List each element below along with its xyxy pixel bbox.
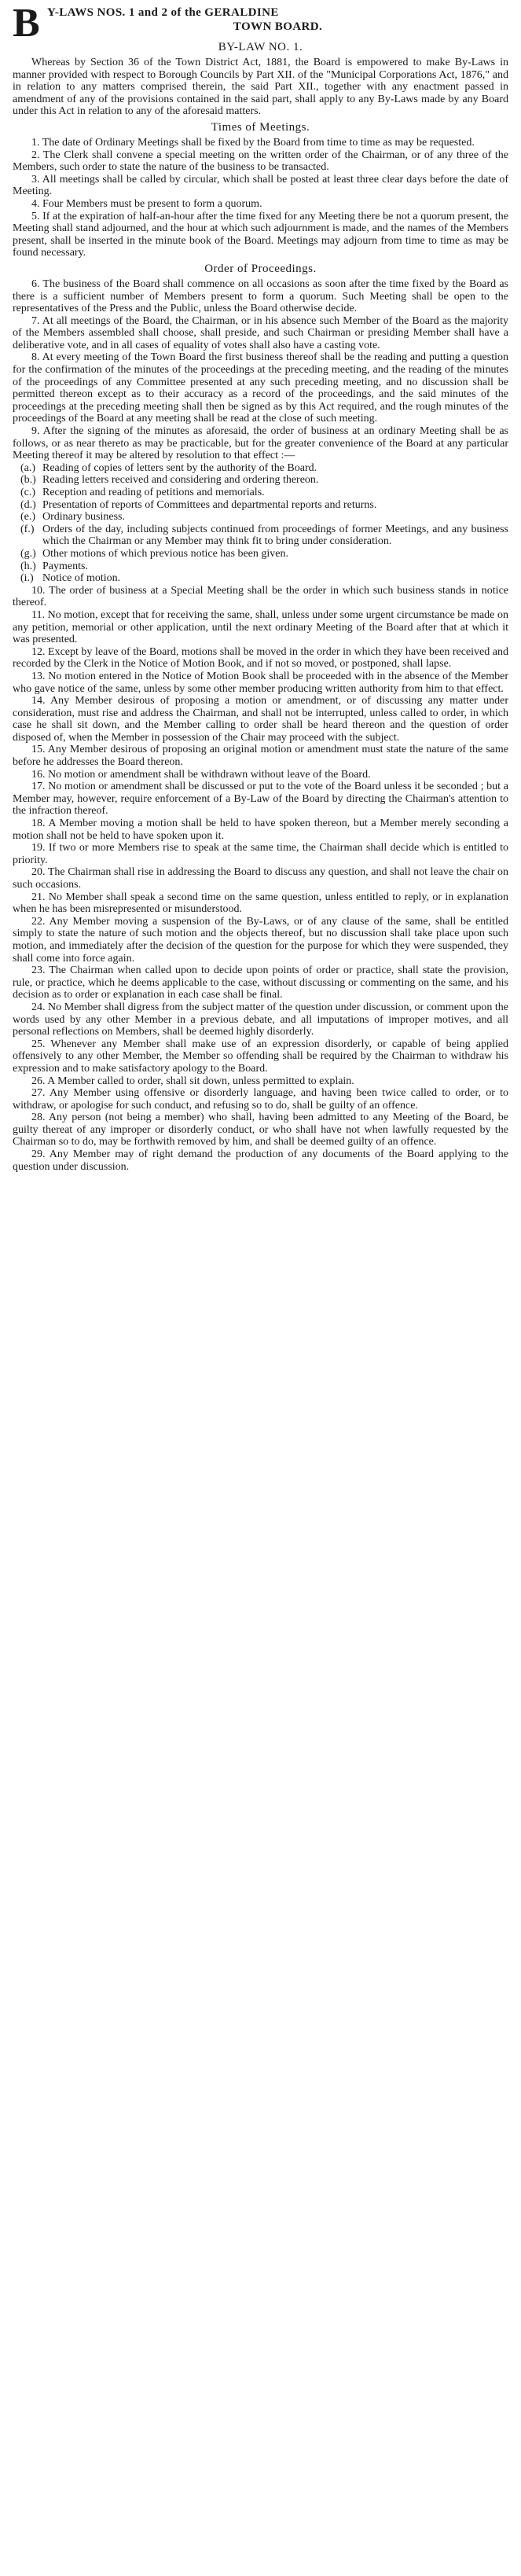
clause: 8. At every meeting of the Town Board the first business thereof shall be the reading and putting a question for the confirmation of the minutes of the proceedings at the preceding meeting, and the reading of the minutes of the proceedings of any Committee presented at any such preceding meeting, and no discussion shall be permitted thereon except as to their accuracy as a record of the proceedings, and the said minutes of the proceedings at the preceding meeting shall then be signed as by this Act required, and the rough minutes of the proceedings of the Board at any meeting shall be read at the close of such meeting.	[13, 351, 508, 425]
clause: 24. No Member shall digress from the subject matter of the question under discussion, or comment upon the words used by any other Member in a previous debate, and all imputations of improper motives, and all personal reflections on Members, shall be deemed highly disorderly.	[13, 1001, 508, 1038]
order-item-text: Ordinary business.	[42, 511, 125, 524]
order-item-label: (g.)	[20, 547, 36, 560]
order-item-label: (e.)	[20, 511, 36, 524]
clipping-header	[13, 1, 508, 46]
order-item	[13, 474, 508, 487]
clause: 29. Any Member may of right demand the production of any documents of the Board applying to the question under discussion.	[13, 1148, 508, 1173]
order-item-text: Presentation of reports of Committees and departmental reports and returns.	[42, 498, 377, 511]
title-line-2: TOWN BOARD.	[233, 20, 323, 33]
clause: 27. Any Member using offensive or disorderly language, and having been twice called to order, or to withdraw, or apologise for such conduct, and refusing so to do, shall be guilty of an offence.	[13, 1087, 508, 1112]
order-item-text: Payments.	[42, 560, 88, 572]
bylaw-heading: BY-LAW NO. 1.	[218, 41, 303, 53]
order-item-label: (i.)	[20, 572, 34, 585]
clause: 6. The business of the Board shall commence on all occasions as soon after the time fixed by the Board as there is a sufficient number of Members present to form a quorum. Such Meeting shall be open to the representatives of the Press and the Public, unless the Board otherwise decide.	[13, 277, 508, 315]
order-item	[13, 511, 508, 524]
clause: 18. A Member moving a motion shall be held to have spoken thereon, but a Member merely seconding a motion shall not be held to have spoken upon it.	[13, 818, 508, 842]
clause: 2. The Clerk shall convene a special meeting on the written order of the Chairman, or of any three of the Members, such order to state the nature of the business to be transacted.	[13, 149, 508, 174]
order-item-text: Other motions of which previous notice has been given.	[42, 547, 288, 560]
clause: 21. No Member shall speak a second time on the same question, unless entitled to reply, or in explanation when he has been misrepresented or misunderstood.	[13, 891, 508, 916]
clause: 19. If two or more Members rise to speak at the same time, the Chairman shall decide which is entitled to priority.	[13, 842, 508, 866]
clause: 11. No motion, except that for receiving the same, shall, unless under some urgent circumstance be made on any petition, memorial or other application, until the next ordinary Meeting of the Board after that at which it was presented.	[13, 608, 508, 646]
clause: 10. The order of business at a Special Meeting shall be the order in which such business stands in notice thereof.	[13, 584, 508, 609]
order-item	[13, 499, 508, 512]
order-item	[13, 524, 508, 548]
section-order-of-proceedings: Order of Proceedings.	[204, 262, 317, 275]
drop-cap: B	[13, 1, 40, 46]
order-item-label: (d.)	[20, 498, 36, 511]
order-item-label: (h.)	[20, 560, 36, 572]
clause: 14. Any Member desirous of proposing a motion or amendment, or of discussing any matter under consideration, must rise and address the Chairman, and shall not be interrupted, unless called to order, in which case he shall sit down, and the Member calling to order shall be heard thereon and the question of order disposed of, when the Member in possession of the Chair may proceed with the subject.	[13, 695, 508, 744]
order-item-label: (c.)	[20, 487, 36, 498]
clause: 15. Any Member desirous of proposing an original motion or amendment must state the nature of the same before he addresses the Board thereon.	[13, 744, 508, 769]
clause: 7. At all meetings of the Board, the Chairman, or in his absence such Member of the Board as the majority of the Members assembled shall choose, shall preside, and such Chairman or presiding Member shall have a deliberative vote, and in all cases of equality of votes shall also have a casting vote.	[13, 314, 508, 351]
clause: 5. If at the expiration of half-an-hour after the time fixed for any Meeting there be not a quorum present, the Meeting shall stand adjourned, and the hour at which such adjournment is made, and the names of the Members present, shall be inserted in the minute book of the Board. Meetings may adjourn from time to time as may be found necessary.	[13, 210, 508, 259]
order-item	[13, 487, 508, 499]
clause: 25. Whenever any Member shall make use of an expression disorderly, or capable of being applied offensively to any other Member, the Member so offending shall be required by the Chairman to withdraw his expression and to make satisfactory apology to the Board.	[13, 1038, 508, 1075]
title-line-1: Y-LAWS NOS. 1 and 2 of the GERALDINE	[47, 6, 279, 19]
clause: 17. No motion or amendment shall be discussed or put to the vote of the Board unless it be seconded ; but a Member may, however, require enforcement of a By-Law of the Board by directing the Chairman's attention to the infraction thereof.	[13, 781, 508, 818]
order-item-label: (a.)	[20, 461, 36, 474]
clause: 28. Any person (not being a member) who shall, having been admitted to any Meeting of the Board, be guilty thereat of any improper or disorderly conduct, or who shall have not when lawfully requested by the Chairman so to do, may be forthwith removed by him, and shall be deemed guilty of an offence.	[13, 1112, 508, 1148]
clause: 22. Any Member moving a suspension of the By-Laws, or of any clause of the same, shall be entitled simply to state the nature of such motion and the objects thereof, but no discussion shall take place upon such motion, and immediately after the decision of the question for the purpose for which they were suspended, they shall come into force again.	[13, 915, 508, 965]
order-item-label: (b.)	[20, 474, 36, 487]
clause: 20. The Chairman shall rise in addressing the Board to discuss any question, and shall not leave the chair on such occasions.	[13, 866, 508, 891]
order-item	[13, 572, 508, 585]
order-item-label: (f.)	[20, 523, 35, 535]
clause: 16. No motion or amendment shall be withdrawn without leave of the Board.	[31, 768, 371, 781]
clause: 23. The Chairman when called upon to decide upon points of order or practice, shall state the provision, rule, or practice, which he deems applicable to the case, without discussing or commenting on the same, and his decision as to order or explanation in each case shall be final.	[13, 965, 508, 1001]
clause: 9. After the signing of the minutes as aforesaid, the order of business at an ordinary Meeting shall be as follows, or as near thereto as may be practicable, but for the greater convenience of the Board at any particular Meeting thereof it may be altered by resolution to that effect :—	[13, 425, 508, 462]
clause: 12. Except by leave of the Board, motions shall be moved in the order in which they have been received and recorded by the Clerk in the Notice of Motion Book, and if not so moved, or postponed, shall lapse.	[13, 645, 508, 671]
order-item-text: Notice of motion.	[42, 572, 121, 585]
order-item-text: Reading of copies of letters sent by the authority of the Board.	[42, 461, 317, 474]
clause: 3. All meetings shall be called by circular, which shall be posted at least three clear days before the date of Meeting.	[13, 173, 508, 198]
preamble: Whereas by Section 36 of the Town District Act, 1881, the Board is empowered to make By-Laws in manner provided with respect to Borough Councils by Part XII. of the "Municipal Corporations Act, 1876," and in relation to any matters comprised therein, the said Part XII., together with any enactment passed in amendment of any of the provisions contained in the said part, shall apply to any By-Laws made by any Board under this Act in relation to any of the aforesaid matters.	[13, 57, 508, 118]
clause: 13. No motion entered in the Notice of Motion Book shall be proceeded with in the absence of the Member who gave notice of the same, unless by some other member producing written authority from him to that effect.	[13, 670, 508, 695]
clause: 1. The date of Ordinary Meetings shall be fixed by the Board from time to time as may be requested.	[31, 136, 475, 149]
order-item-text: Reading letters received and considering and ordering thereon.	[42, 474, 319, 487]
order-item	[13, 462, 508, 475]
order-item-text: Orders of the day, including subjects continued from proceedings of former Meetings, and any business which the Chairman or any Member may think fit to bring under consideration.	[42, 523, 508, 548]
order-item-text: Reception and reading of petitions and memorials.	[42, 487, 265, 498]
order-item	[13, 548, 508, 560]
clause: 4. Four Members must be present to form a quorum.	[31, 197, 262, 210]
order-item	[13, 560, 508, 573]
clause: 26. A Member called to order, shall sit down, unless permitted to explain.	[31, 1075, 354, 1087]
section-times-of-meetings: Times of Meetings.	[211, 120, 310, 134]
